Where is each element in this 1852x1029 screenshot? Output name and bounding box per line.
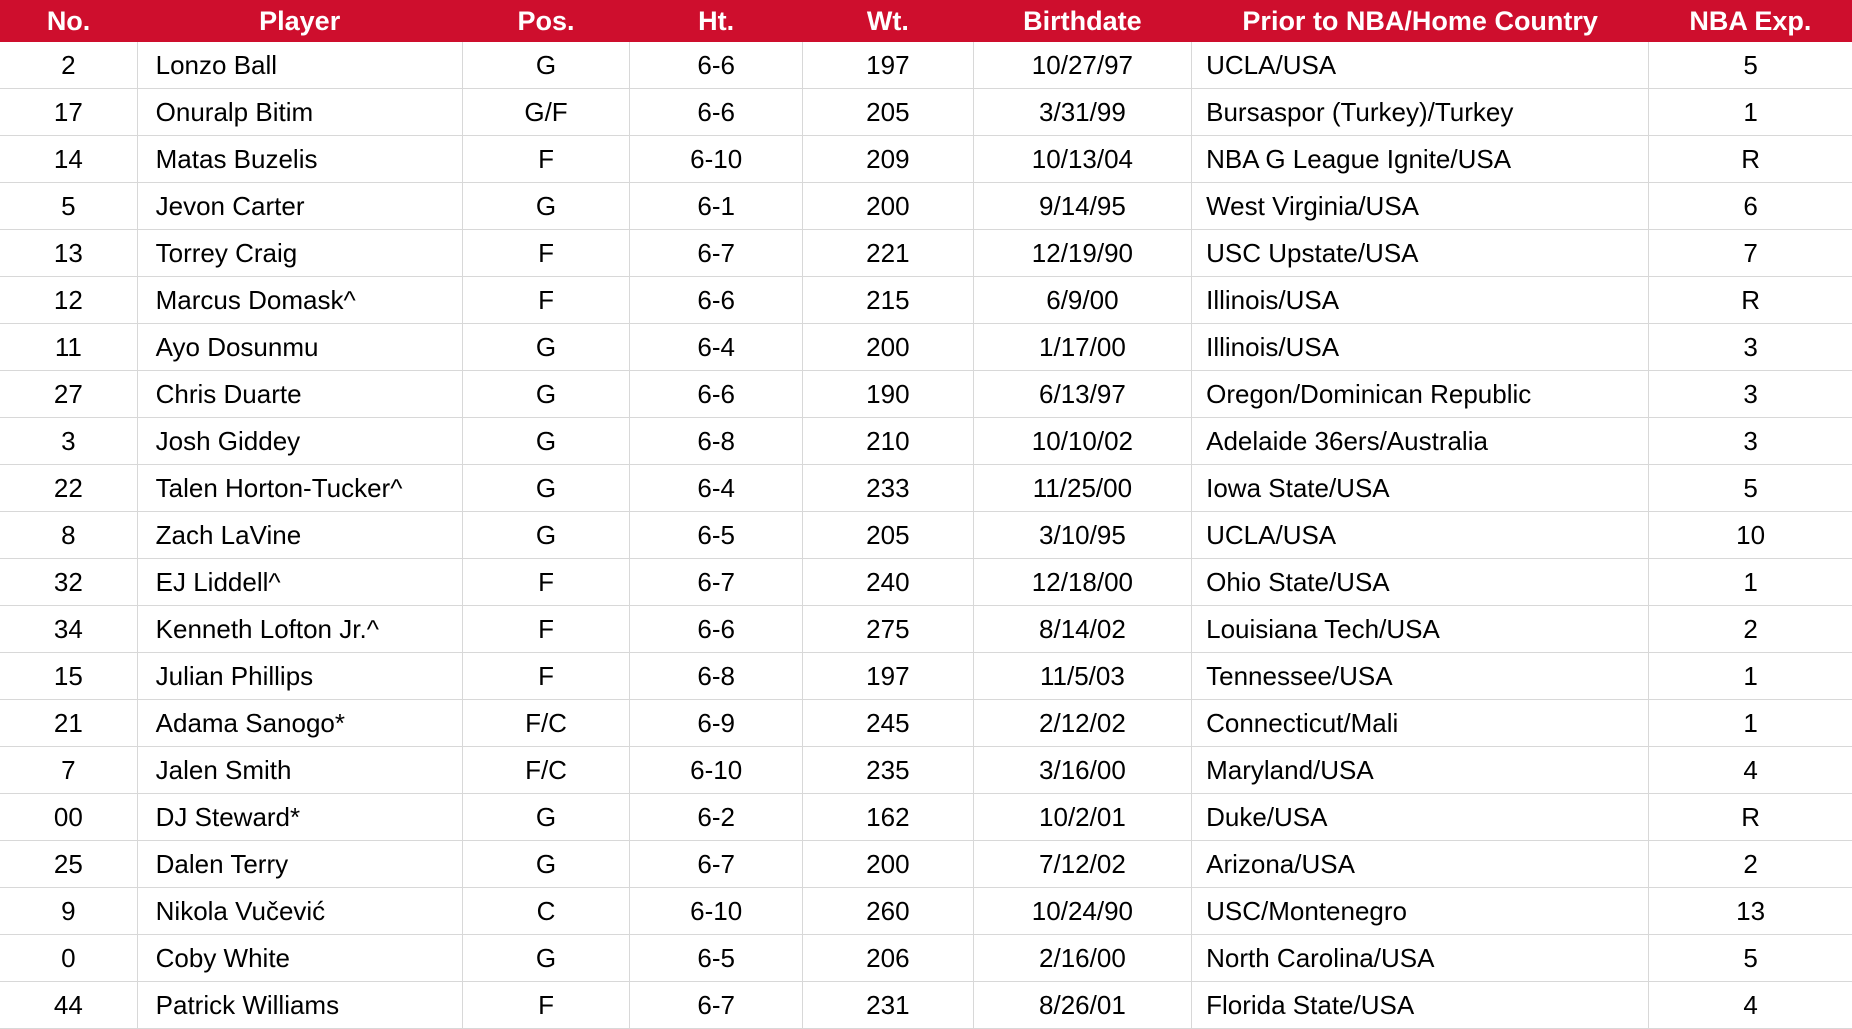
cell-ht: 6-4 [630,465,803,512]
cell-no: 13 [0,230,137,277]
header-row [0,0,1852,42]
cell-ht: 6-4 [630,324,803,371]
cell-birthdate: 10/27/97 [973,42,1191,89]
cell-player: Coby White [137,935,462,982]
cell-wt: 200 [803,183,974,230]
cell-player: Kenneth Lofton Jr.^ [137,606,462,653]
cell-nba-exp: 13 [1649,888,1852,935]
cell-nba-exp: 6 [1649,183,1852,230]
cell-no: 32 [0,559,137,606]
cell-player: Onuralp Bitim [137,89,462,136]
cell-ht: 6-8 [630,418,803,465]
cell-wt: 205 [803,512,974,559]
cell-ht: 6-6 [630,89,803,136]
table-row[interactable] [0,512,1852,559]
cell-prior: Bursaspor (Turkey)/Turkey [1192,89,1649,136]
cell-pos: G [462,794,630,841]
table-row[interactable] [0,700,1852,747]
cell-prior: Oregon/Dominican Republic [1192,371,1649,418]
cell-wt: 240 [803,559,974,606]
cell-pos: G [462,183,630,230]
cell-no: 7 [0,747,137,794]
cell-prior: Adelaide 36ers/Australia [1192,418,1649,465]
cell-player: Matas Buzelis [137,136,462,183]
table-row[interactable] [0,277,1852,324]
cell-nba-exp: 10 [1649,512,1852,559]
cell-ht: 6-7 [630,230,803,277]
cell-no: 21 [0,700,137,747]
cell-player: Jalen Smith [137,747,462,794]
cell-nba-exp: 1 [1649,559,1852,606]
table-row[interactable] [0,183,1852,230]
cell-player: Jevon Carter [137,183,462,230]
cell-ht: 6-10 [630,136,803,183]
table-row[interactable] [0,89,1852,136]
cell-player: Patrick Williams [137,982,462,1029]
cell-nba-exp: 2 [1649,841,1852,888]
cell-pos: F [462,277,630,324]
cell-pos: G [462,371,630,418]
table-row[interactable] [0,559,1852,606]
cell-no: 15 [0,653,137,700]
cell-ht: 6-8 [630,653,803,700]
table-row[interactable] [0,42,1852,89]
cell-prior: Duke/USA [1192,794,1649,841]
cell-birthdate: 9/14/95 [973,183,1191,230]
cell-birthdate: 1/17/00 [973,324,1191,371]
cell-birthdate: 3/31/99 [973,89,1191,136]
column-header-prior[interactable]: Prior to NBA/Home Country [1192,0,1649,42]
cell-wt: 231 [803,982,974,1029]
cell-player: Marcus Domask^ [137,277,462,324]
cell-no: 22 [0,465,137,512]
cell-nba-exp: 2 [1649,606,1852,653]
cell-nba-exp: 1 [1649,89,1852,136]
cell-player: DJ Steward* [137,794,462,841]
cell-prior: Florida State/USA [1192,982,1649,1029]
cell-ht: 6-6 [630,42,803,89]
cell-ht: 6-2 [630,794,803,841]
cell-ht: 6-6 [630,606,803,653]
table-row[interactable] [0,136,1852,183]
cell-birthdate: 10/2/01 [973,794,1191,841]
table-row[interactable] [0,653,1852,700]
cell-prior: North Carolina/USA [1192,935,1649,982]
cell-birthdate: 11/5/03 [973,653,1191,700]
cell-nba-exp: 5 [1649,42,1852,89]
cell-pos: F/C [462,700,630,747]
cell-player: Dalen Terry [137,841,462,888]
cell-birthdate: 2/16/00 [973,935,1191,982]
cell-birthdate: 6/13/97 [973,371,1191,418]
cell-player: Adama Sanogo* [137,700,462,747]
cell-player: Lonzo Ball [137,42,462,89]
cell-prior: Arizona/USA [1192,841,1649,888]
cell-no: 25 [0,841,137,888]
cell-wt: 197 [803,42,974,89]
cell-prior: Louisiana Tech/USA [1192,606,1649,653]
cell-wt: 235 [803,747,974,794]
cell-birthdate: 6/9/00 [973,277,1191,324]
cell-prior: Illinois/USA [1192,324,1649,371]
cell-wt: 200 [803,324,974,371]
column-header-player[interactable]: Player [137,0,462,42]
column-header-ht[interactable]: Ht. [630,0,803,42]
cell-nba-exp: 5 [1649,935,1852,982]
cell-nba-exp: 3 [1649,324,1852,371]
cell-no: 2 [0,42,137,89]
cell-prior: UCLA/USA [1192,42,1649,89]
cell-player: Torrey Craig [137,230,462,277]
column-header-birthdate[interactable]: Birthdate [973,0,1191,42]
cell-pos: F/C [462,747,630,794]
cell-player: Zach LaVine [137,512,462,559]
table-row[interactable] [0,324,1852,371]
cell-ht: 6-1 [630,183,803,230]
cell-prior: USC Upstate/USA [1192,230,1649,277]
cell-birthdate: 12/19/90 [973,230,1191,277]
cell-prior: Connecticut/Mali [1192,700,1649,747]
cell-player: Talen Horton-Tucker^ [137,465,462,512]
table-row[interactable] [0,794,1852,841]
cell-wt: 233 [803,465,974,512]
cell-ht: 6-10 [630,747,803,794]
cell-wt: 162 [803,794,974,841]
column-header-wt[interactable]: Wt. [803,0,974,42]
cell-player: Nikola Vučević [137,888,462,935]
cell-no: 14 [0,136,137,183]
cell-no: 3 [0,418,137,465]
cell-birthdate: 7/12/02 [973,841,1191,888]
cell-prior: West Virginia/USA [1192,183,1649,230]
cell-pos: F [462,559,630,606]
cell-pos: F [462,606,630,653]
cell-pos: C [462,888,630,935]
cell-birthdate: 12/18/00 [973,559,1191,606]
cell-wt: 209 [803,136,974,183]
cell-ht: 6-6 [630,371,803,418]
roster-table-body [0,42,1852,1029]
cell-nba-exp: 4 [1649,982,1852,1029]
cell-ht: 6-10 [630,888,803,935]
cell-no: 44 [0,982,137,1029]
cell-no: 0 [0,935,137,982]
cell-ht: 6-7 [630,841,803,888]
cell-nba-exp: 3 [1649,371,1852,418]
cell-birthdate: 8/14/02 [973,606,1191,653]
cell-birthdate: 10/10/02 [973,418,1191,465]
cell-nba-exp: 4 [1649,747,1852,794]
cell-pos: G [462,418,630,465]
cell-wt: 206 [803,935,974,982]
cell-pos: F [462,136,630,183]
cell-ht: 6-5 [630,935,803,982]
cell-pos: G/F [462,89,630,136]
cell-nba-exp: R [1649,794,1852,841]
cell-no: 5 [0,183,137,230]
cell-prior: Iowa State/USA [1192,465,1649,512]
cell-birthdate: 8/26/01 [973,982,1191,1029]
cell-wt: 260 [803,888,974,935]
cell-nba-exp: 5 [1649,465,1852,512]
cell-pos: G [462,935,630,982]
cell-wt: 190 [803,371,974,418]
cell-birthdate: 10/24/90 [973,888,1191,935]
cell-ht: 6-7 [630,559,803,606]
cell-nba-exp: R [1649,136,1852,183]
cell-wt: 197 [803,653,974,700]
cell-ht: 6-7 [630,982,803,1029]
table-row[interactable] [0,982,1852,1029]
cell-pos: F [462,982,630,1029]
cell-no: 8 [0,512,137,559]
cell-no: 27 [0,371,137,418]
cell-nba-exp: 3 [1649,418,1852,465]
cell-no: 00 [0,794,137,841]
cell-wt: 210 [803,418,974,465]
cell-pos: G [462,512,630,559]
cell-nba-exp: 1 [1649,653,1852,700]
cell-pos: G [462,465,630,512]
cell-no: 11 [0,324,137,371]
cell-wt: 205 [803,89,974,136]
cell-birthdate: 3/16/00 [973,747,1191,794]
table-row[interactable] [0,418,1852,465]
cell-prior: USC/Montenegro [1192,888,1649,935]
cell-player: Chris Duarte [137,371,462,418]
cell-nba-exp: 7 [1649,230,1852,277]
cell-wt: 200 [803,841,974,888]
cell-prior: Ohio State/USA [1192,559,1649,606]
table-row[interactable] [0,230,1852,277]
cell-prior: Maryland/USA [1192,747,1649,794]
cell-prior: NBA G League Ignite/USA [1192,136,1649,183]
cell-nba-exp: R [1649,277,1852,324]
table-row[interactable] [0,465,1852,512]
cell-no: 9 [0,888,137,935]
column-header-no[interactable]: No. [0,0,137,42]
cell-ht: 6-9 [630,700,803,747]
roster-table-header [0,0,1852,42]
cell-pos: G [462,42,630,89]
cell-ht: 6-6 [630,277,803,324]
cell-birthdate: 10/13/04 [973,136,1191,183]
cell-birthdate: 3/10/95 [973,512,1191,559]
cell-birthdate: 11/25/00 [973,465,1191,512]
cell-no: 34 [0,606,137,653]
cell-wt: 275 [803,606,974,653]
cell-pos: F [462,230,630,277]
table-row[interactable] [0,606,1852,653]
cell-no: 17 [0,89,137,136]
cell-pos: F [462,653,630,700]
cell-prior: UCLA/USA [1192,512,1649,559]
cell-prior: Tennessee/USA [1192,653,1649,700]
cell-wt: 245 [803,700,974,747]
table-row[interactable] [0,888,1852,935]
table-row[interactable] [0,841,1852,888]
cell-prior: Illinois/USA [1192,277,1649,324]
table-row[interactable] [0,371,1852,418]
table-row[interactable] [0,747,1852,794]
cell-no: 12 [0,277,137,324]
cell-wt: 221 [803,230,974,277]
cell-player: Julian Phillips [137,653,462,700]
cell-birthdate: 2/12/02 [973,700,1191,747]
cell-player: Ayo Dosunmu [137,324,462,371]
cell-pos: G [462,324,630,371]
cell-nba-exp: 1 [1649,700,1852,747]
cell-player: Josh Giddey [137,418,462,465]
column-header-pos[interactable]: Pos. [462,0,630,42]
cell-wt: 215 [803,277,974,324]
column-header-nba-exp[interactable]: NBA Exp. [1649,0,1852,42]
cell-pos: G [462,841,630,888]
table-row[interactable] [0,935,1852,982]
cell-ht: 6-5 [630,512,803,559]
cell-player: EJ Liddell^ [137,559,462,606]
